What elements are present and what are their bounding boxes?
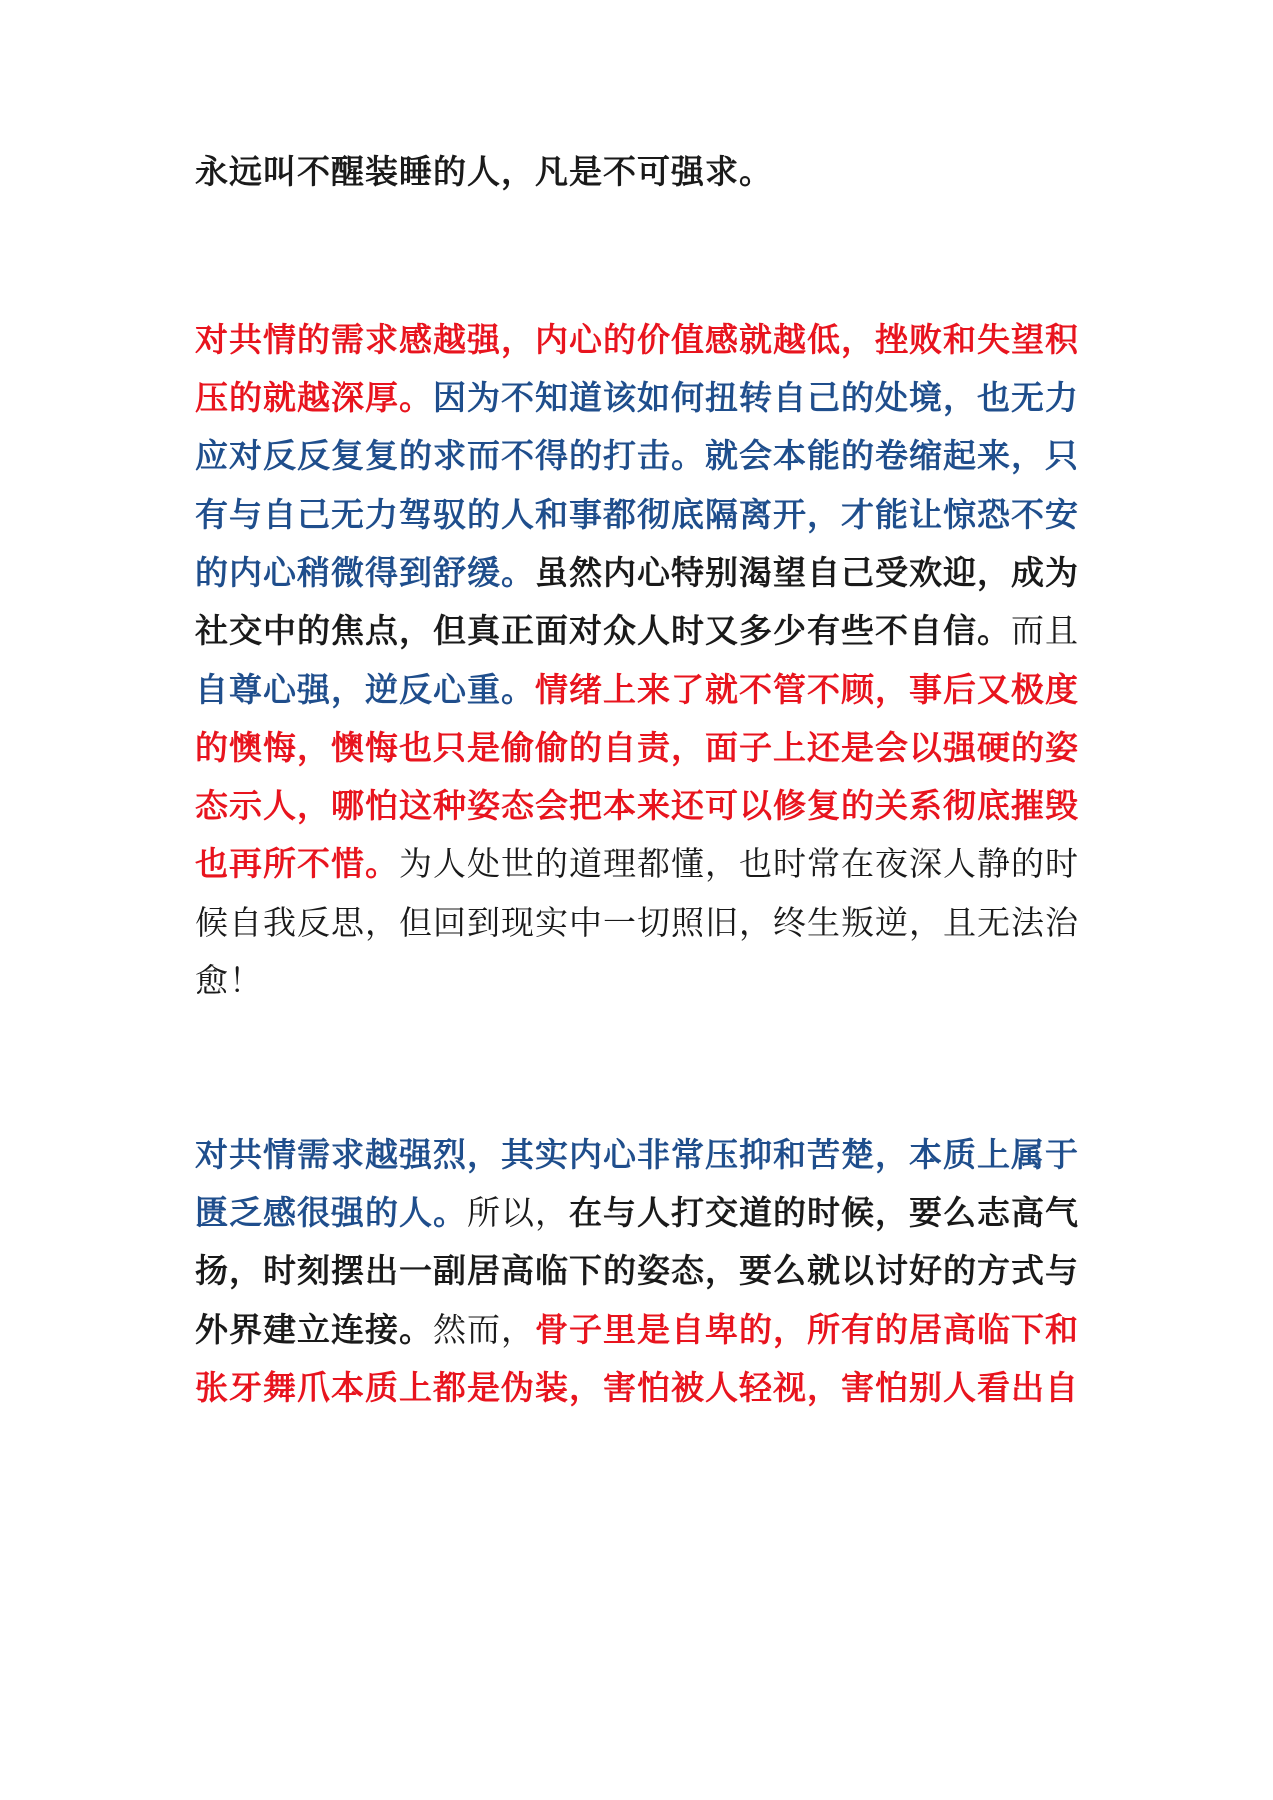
text-segment: 对共情需求越强烈，其实内心非常压抑和苦楚，本质上属于	[195, 1135, 1079, 1174]
text-line	[195, 318, 1095, 362]
text-line	[195, 1308, 1095, 1352]
text-line	[195, 376, 1095, 420]
text-line	[195, 493, 1095, 537]
text-segment: 也再所不惜。	[195, 844, 399, 883]
text-line	[195, 551, 1095, 595]
text-segment: 的内心稍微得到舒缓。	[195, 553, 535, 592]
text-segment: 匮乏感很强的人。	[195, 1193, 467, 1232]
text-line	[195, 901, 1095, 945]
text-segment: 有与自己无力驾驭的人和事都彻底隔离开，才能让惊恐不安	[195, 495, 1079, 534]
text-segment: 永远叫不醒装睡的人，凡是不可强求。	[195, 152, 773, 191]
text-segment: 自尊心强，逆反心重。	[195, 670, 535, 709]
text-segment: 情绪上来了就不管不顾，事后又极度	[535, 670, 1079, 709]
text-line	[195, 609, 1095, 653]
text-line	[195, 668, 1095, 712]
text-segment: 候自我反思，但回到现实中一切照旧，终生叛逆，且无法治	[195, 903, 1079, 942]
text-segment: 外界建立连接。	[195, 1310, 433, 1349]
text-segment: 虽然内心特别渴望自己受欢迎，成为	[535, 553, 1079, 592]
text-segment: 为人处世的道理都懂，也时常在夜深人静的时	[399, 844, 1079, 883]
text-segment: 态示人，哪怕这种姿态会把本来还可以修复的关系彻底摧毁	[195, 786, 1079, 825]
text-segment: 张牙舞爪本质上都是伪装，害怕被人轻视，害怕别人看出自	[195, 1368, 1079, 1407]
text-segment: 愈！	[195, 961, 263, 1000]
text-segment: 压的就越深厚。	[195, 378, 433, 417]
text-line	[195, 1191, 1095, 1235]
text-line	[195, 434, 1095, 478]
text-segment: 的懊悔，懊悔也只是偷偷的自责，面子上还是会以强硬的姿	[195, 728, 1079, 767]
text-segment: 然而，	[433, 1310, 535, 1349]
text-line	[195, 784, 1095, 828]
text-segment: 在与人打交道的时候，要么志高气	[569, 1193, 1079, 1232]
text-segment: 社交中的焦点，但真正面对众人时又多少有些不自信。	[195, 611, 1011, 650]
text-line	[195, 150, 1095, 194]
text-line	[195, 1249, 1095, 1293]
text-segment: 而且	[1011, 611, 1079, 650]
text-segment: 因为不知道该如何扭转自己的处境，也无力	[433, 378, 1079, 417]
text-segment: 骨子里是自卑的，所有的居高临下和	[535, 1310, 1079, 1349]
text-line	[195, 1133, 1095, 1177]
text-segment: 所以，	[467, 1193, 569, 1232]
text-line	[195, 726, 1095, 770]
text-segment: 对共情的需求感越强，内心的价值感就越低，挫败和失望积	[195, 320, 1079, 359]
text-segment: 应对反反复复的求而不得的打击。就会本能的卷缩起来，只	[195, 436, 1079, 475]
text-line	[195, 842, 1095, 886]
text-line	[195, 1366, 1095, 1410]
text-segment: 扬，时刻摆出一副居高临下的姿态，要么就以讨好的方式与	[195, 1251, 1079, 1290]
text-line	[195, 959, 1095, 1003]
